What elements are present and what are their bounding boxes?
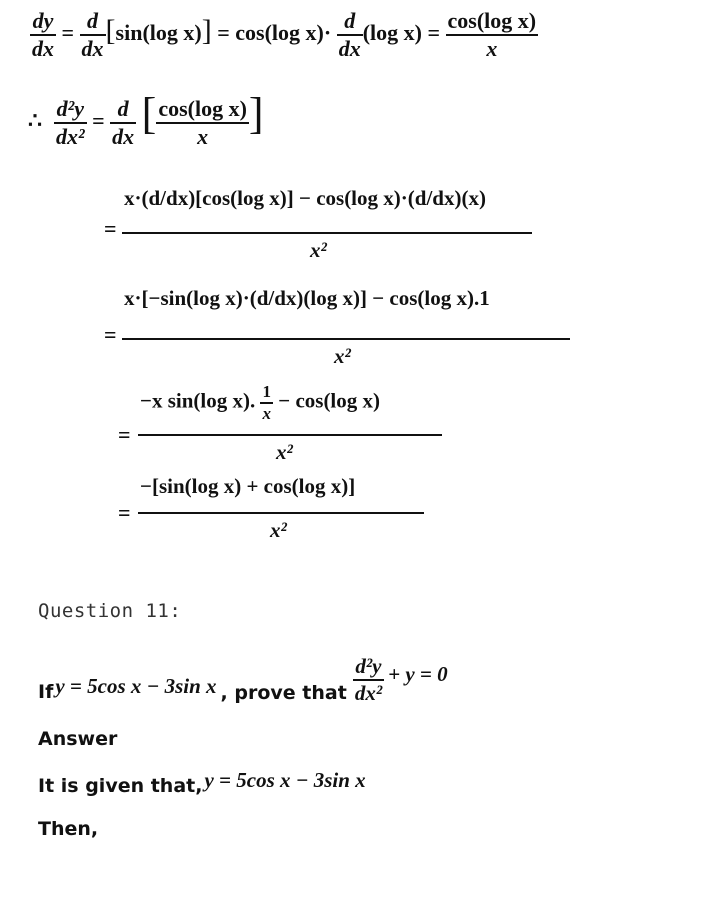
step4-denominator: x² bbox=[334, 344, 351, 368]
operator-numerator: d bbox=[87, 8, 99, 33]
fraction-numerator: d²y bbox=[56, 96, 84, 122]
one-over-x-fraction bbox=[260, 382, 273, 424]
question-title: Question 11: bbox=[38, 600, 182, 622]
result-fraction bbox=[446, 8, 539, 62]
inner-expression: sin(log x) bbox=[115, 19, 202, 45]
second-derivative-line: $\frac{\text{d²y}}{\text{dx²}}$ = $\frac{d}{dx}$ [ $\frac{\text{cos(log x)}}{x}$ ] bbox=[56, 89, 264, 149]
step3-equals: = bbox=[104, 216, 117, 241]
fraction-denominator: dx² bbox=[354, 680, 383, 705]
chain-rule-term: = cos(log x)· bbox=[217, 19, 332, 45]
fraction-denominator: x bbox=[262, 403, 271, 423]
bracket-fraction bbox=[156, 96, 249, 150]
d2y-dx2-fraction bbox=[54, 96, 87, 150]
step5-numerator bbox=[140, 382, 380, 424]
y-definition: y = 5cos x − 3sin x bbox=[55, 674, 217, 699]
numerator-part-b: − cos(log x) bbox=[278, 388, 381, 413]
step6-fraction-bar bbox=[138, 512, 424, 514]
fraction-denominator: dx bbox=[32, 35, 54, 61]
step4-numerator: x·[−sin(log x)·(d/dx)(log x)] − cos(log x).1 bbox=[124, 286, 490, 310]
result-numerator: cos(log x) bbox=[447, 8, 537, 33]
fraction-numerator: 1 bbox=[262, 382, 271, 401]
answer-label: Answer bbox=[38, 728, 118, 750]
prove-rest: + y = 0 bbox=[388, 662, 448, 687]
equals-sign: = bbox=[92, 108, 105, 133]
operator-denominator: dx bbox=[112, 123, 135, 149]
dy-dx-fraction bbox=[30, 8, 56, 62]
question-statement bbox=[38, 654, 448, 706]
derivative-line-1: $\frac{dy}{dx}$ = $\frac{d}{dx}$ [sin(log x)] = cos(log x)· $\frac{d}{dx}$ (log x) = $\frac{\text{cos(log x)}}{x}$ bbox=[32, 8, 537, 61]
given-label: It is given that, bbox=[38, 775, 203, 797]
step6-numerator: −[sin(log x) + cos(log x)] bbox=[140, 474, 356, 498]
step6-denominator: x² bbox=[270, 518, 287, 542]
fraction-denominator: x bbox=[197, 123, 209, 149]
operator-denominator: dx bbox=[81, 35, 104, 61]
step5-equals: = bbox=[118, 422, 131, 447]
step5-fraction-bar bbox=[138, 434, 442, 436]
d-dx-operator bbox=[80, 8, 106, 62]
step4-equals: = bbox=[104, 322, 117, 347]
step3-fraction-bar bbox=[122, 232, 532, 234]
then-label: Then, bbox=[38, 818, 99, 840]
operator-denominator: dx bbox=[338, 35, 361, 61]
step5-denominator: x² bbox=[276, 440, 293, 464]
d-dx-operator-2 bbox=[337, 8, 363, 62]
step3-numerator: x·(d/dx)[cos(log x)] − cos(log x)·(d/dx)(x) bbox=[124, 186, 486, 210]
therefore-symbol: ∴ bbox=[28, 108, 42, 133]
step6-equals: = bbox=[118, 500, 131, 525]
operator-numerator: d bbox=[117, 96, 129, 122]
step4-fraction-bar bbox=[122, 338, 570, 340]
fraction-numerator: dy bbox=[32, 8, 54, 33]
d-dx-operator bbox=[110, 96, 136, 150]
inner-log-term: (log x) = bbox=[362, 19, 441, 45]
prove-label: , prove that bbox=[220, 681, 347, 704]
fraction-denominator: dx² bbox=[56, 123, 85, 149]
result-denominator: x bbox=[486, 35, 498, 61]
numerator-part-a: −x sin(log x). bbox=[140, 388, 256, 413]
equals-sign: = bbox=[61, 19, 75, 45]
step3-denominator: x² bbox=[310, 238, 327, 262]
fraction-numerator: d²y bbox=[355, 654, 382, 678]
prove-fraction bbox=[353, 654, 384, 706]
if-label: If bbox=[38, 680, 54, 703]
given-statement bbox=[38, 768, 366, 797]
fraction-numerator: cos(log x) bbox=[158, 96, 247, 122]
operator-numerator: d bbox=[344, 8, 356, 33]
given-expression: y = 5cos x − 3sin x bbox=[204, 768, 366, 792]
